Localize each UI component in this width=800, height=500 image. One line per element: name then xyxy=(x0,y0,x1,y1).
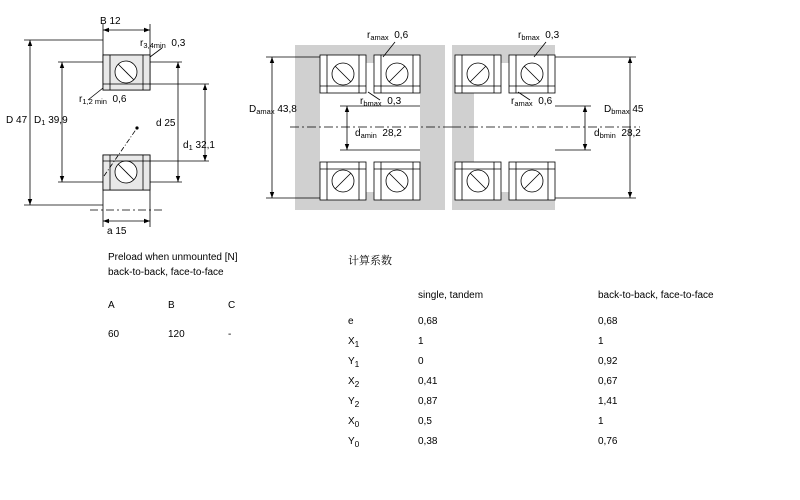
table-row xyxy=(348,301,768,329)
factors-symbol: $Y_0$ xyxy=(348,436,360,449)
factors-symbol: e xyxy=(348,316,354,327)
label-damin: $d_{amin}$ 28,2 xyxy=(355,128,402,140)
label-ramax-mid: $r_{amax}$ 0,6 xyxy=(367,30,409,42)
label-a: a 15 xyxy=(107,226,127,237)
label-d1: $d_1$ 32,1 xyxy=(183,140,215,152)
factors-back-face: 1 xyxy=(598,336,604,347)
factors-back-face: 0,68 xyxy=(598,316,618,327)
factors-single-tandem: 0,87 xyxy=(418,396,438,407)
label-d: d 25 xyxy=(156,118,176,129)
factors-back-face: 1,41 xyxy=(598,396,618,407)
table-row xyxy=(348,409,768,429)
label-ramax-right: $r_{amax}$ 0,6 xyxy=(511,96,553,108)
table-row xyxy=(348,329,768,349)
table-row xyxy=(108,300,288,311)
preload-value-C: - xyxy=(228,329,232,340)
preload-header-A: A xyxy=(108,300,115,311)
label-rbmax-mid: $r_{bmax}$ 0,3 xyxy=(360,96,402,108)
label-rbmax-right: $r_{bmax}$ 0,3 xyxy=(518,30,560,42)
label-r12min: $r_{1,2 min}$ 0,6 xyxy=(79,94,127,106)
label-Damax: $D_{amax}$ 43,8 xyxy=(249,104,297,116)
factors-single-tandem: 0,38 xyxy=(418,436,438,447)
table-row xyxy=(348,349,768,369)
preload-header-C: C xyxy=(228,300,236,311)
preload-value-A: 60 xyxy=(108,329,120,340)
table-row xyxy=(348,369,768,389)
factors-back-face: 0,76 xyxy=(598,436,618,447)
label-r34min: $r_{3,4min}$ 0,3 xyxy=(140,38,186,50)
factors-table xyxy=(348,252,768,449)
preload-table-subtitle: back-to-back, face-to-face xyxy=(108,267,224,278)
factors-symbol: $X_1$ xyxy=(348,336,360,349)
factors-symbol: $Y_1$ xyxy=(348,356,360,369)
table-row xyxy=(108,311,288,340)
factors-col-back-face-header: back-to-back, face-to-face xyxy=(598,290,714,301)
factors-symbol: $X_2$ xyxy=(348,376,360,389)
label-dbmin: $d_{bmin}$ 28,2 xyxy=(594,128,641,140)
table-row xyxy=(348,389,768,409)
preload-header-B: B xyxy=(168,300,175,311)
factors-single-tandem: 0 xyxy=(418,356,424,367)
factors-single-tandem: 0,68 xyxy=(418,316,438,327)
label-D1: $D_1$ 39,9 xyxy=(34,115,68,127)
factors-col-single-tandem-header: single, tandem xyxy=(418,290,484,301)
factors-single-tandem: 0,5 xyxy=(418,416,432,427)
factors-single-tandem: 0,41 xyxy=(418,376,438,387)
factors-table-title: 计算系数 xyxy=(348,254,392,267)
preload-table-title: Preload when unmounted [N] xyxy=(108,252,238,263)
label-B: B 12 xyxy=(100,16,121,27)
label-Dbmax: $D_{bmax}$ 45 xyxy=(604,104,644,116)
factors-back-face: 0,92 xyxy=(598,356,618,367)
factors-single-tandem: 1 xyxy=(418,336,424,347)
factors-back-face: 0,67 xyxy=(598,376,618,387)
factors-back-face: 1 xyxy=(598,416,604,427)
factors-symbol: $X_0$ xyxy=(348,416,360,429)
preload-table xyxy=(108,252,298,340)
preload-value-B: 120 xyxy=(168,329,185,340)
table-row xyxy=(348,290,768,301)
table-row xyxy=(348,429,768,449)
label-D: D 47 xyxy=(6,115,28,126)
factors-symbol: $Y_2$ xyxy=(348,396,360,409)
factors-col-symbol-header xyxy=(348,290,418,301)
